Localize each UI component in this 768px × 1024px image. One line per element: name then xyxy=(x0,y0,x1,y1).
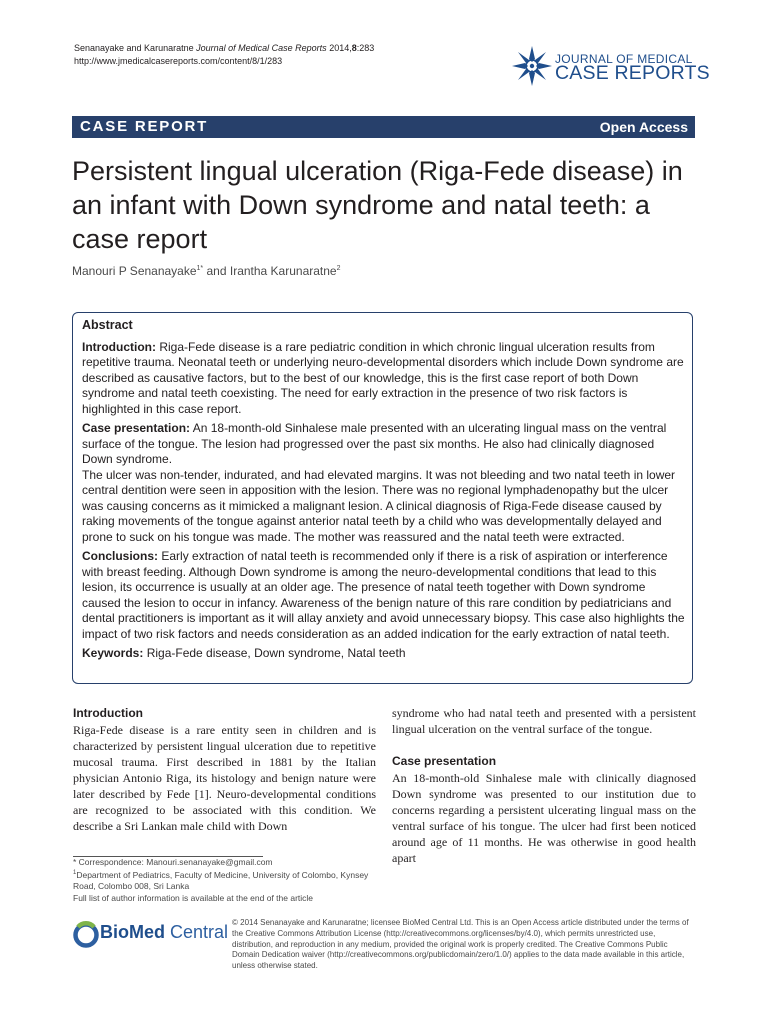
abstract-label: Case presentation: xyxy=(82,421,191,435)
publisher-name-rest: Central xyxy=(165,922,229,942)
abstract-text: Riga-Fede disease, Down syndrome, Natal teeth xyxy=(143,646,406,660)
body-paragraph: syndrome who had natal teeth and presented with a persistent lingual ulceration on the ventral surface of the tongue. xyxy=(392,706,696,736)
abstract-introduction xyxy=(82,340,687,418)
abstract-text: The ulcer was non-tender, indurated, and had elevated margins. It was not bleeding and two natal teeth in lower central dentition were seen in apposition with the lesion. There was no regional lymphadenopathy but the ulcer was causing concerns as it mimicked a malignant lesion. A clinical diagnosis of Riga-Fede disease caused by raking movements of the tongue against anterior natal teeth by a child who was developmentally delayed and prone to suck on his tongue was made. The mother was reassured and the natal teeth were extracted. xyxy=(82,467,676,544)
body-column-left xyxy=(73,705,376,834)
correspondence-email-link[interactable]: * Correspondence: Manouri.senanayake@gmail.com xyxy=(73,857,273,867)
author-info-note: Full list of author information is available at the end of the article xyxy=(73,892,314,903)
author-join: and xyxy=(203,264,230,278)
journal-logo-line1: JOURNAL OF MEDICAL xyxy=(555,52,693,66)
section-heading-case-presentation: Case presentation xyxy=(392,754,497,768)
article-type-label: CASE REPORT xyxy=(80,118,209,135)
open-access-label: Open Access xyxy=(599,119,688,135)
abstract-text: Early extraction of natal teeth is recommended only if there is a risk of aspiration or interference with breast feeding. Although Down syndrome is among the neuro-developmental conditions that lead to this lesion, its occurrence is usually at an older age. The presence of natal teeth together with Down syndrome caused the lesion to occur in infancy. Awareness of the benign nature of this rare condition by pediatricians and dental practitioners is important as it will allay anxiety and avoid unnecessary biopsy. This case also highlights the impact of two risk factors and needs consideration as an added indication for the early extraction of natal teeth. xyxy=(82,549,685,641)
journal-logo-line2: CASE REPORTS xyxy=(555,62,710,84)
citation-line xyxy=(74,42,474,55)
author-name: Irantha Karunaratne xyxy=(229,264,337,278)
citation-authors: Senanayake and Karunaratne xyxy=(74,43,194,53)
running-header-citation xyxy=(74,42,474,68)
section-heading-introduction: Introduction xyxy=(73,706,143,720)
abstract-text: An 18-month-old Sinhalese male presented with an ulcerating lingual mass on the ventral surface of the tongue. The lesion had progressed over the past six months. He also had clinically diagnosed Down syndrome. xyxy=(82,421,667,466)
body-paragraph: An 18-month-old Sinhalese male with clinically diagnosed Down syndrome was presented to our institution due to concerns regarding a persistent ulcerating lingual mass on the ventral surface of his tongue. The ulcer had first been noticed around age of 11 months. He was otherwise in good health apart xyxy=(392,771,696,865)
publisher-name-bold: BioMed xyxy=(100,922,165,942)
footnotes xyxy=(73,857,383,904)
citation-journal: Journal of Medical Case Reports xyxy=(196,43,327,53)
abstract-label: Keywords: xyxy=(82,646,144,660)
author-list xyxy=(72,264,712,278)
author-name: Manouri P Senanayake xyxy=(72,264,197,278)
abstract-label: Introduction: xyxy=(82,339,156,354)
author-affiliation-sup: 2 xyxy=(336,265,341,272)
copyright-notice: © 2014 Senanayake and Karunaratne; licensee BioMed Central Ltd. This is an Open Access article distributed under the terms of the Creative Commons Attribution License (http://creativecommons.org/licenses/by/4.0), which permits unrestricted use, distribution, and reproduction in any medium, provided the original work is properly credited. The Creative Commons Public Domain Dedication waiver (http://creativecommons.org/publicdomain/zero/1.0/) applies to the data made available in this article, unless otherwise stated. xyxy=(232,918,689,971)
citation-year: 2014, xyxy=(329,43,352,53)
author-affiliation-sup: 1* xyxy=(196,265,204,272)
abstract-label: Conclusions: xyxy=(82,549,159,563)
abstract-heading: Abstract xyxy=(82,318,133,332)
article-url-link[interactable]: http://www.jmedicalcasereports.com/content/8/1/283 xyxy=(74,56,283,66)
affiliation-text: Department of Pediatrics, Faculty of Medicine, University of Colombo, Kynsey Road, Colombo 008, Sri Lanka xyxy=(73,870,369,892)
citation-volume: 8 xyxy=(351,43,357,53)
abstract-conclusions xyxy=(82,549,687,642)
body-paragraph: Riga-Fede disease is a rare entity seen in children and is characterized by persistent lingual ulceration due to repetitive mucosal trauma. First described in 1881 by the Italian physician Antonio Riga, its histology and benign nature were later described by Fede [1]. Neuro-developmental conditions are recognized to be associated with this condition. We describe a Sri Lankan male child with Down xyxy=(73,723,376,833)
abstract-case-presentation xyxy=(82,421,687,545)
abstract-content xyxy=(82,318,687,666)
article-title: Persistent lingual ulceration (Riga-Fede disease) in an infant with Down syndrome and natal teeth: a case report xyxy=(72,156,683,254)
citation-page: :283 xyxy=(356,43,375,53)
body-column-right xyxy=(392,705,696,866)
abstract-text: Riga-Fede disease is a rare pediatric condition in which chronic lingual ulceration results from repetitive trauma. Neonatal teeth or underlying neuro-developmental disorders which include Down syndrome are described as causative factors, but to the best of our knowledge, this is the first case report of both Down syndrome and natal teeth coexisting. The need for early extraction in the presence of two risk factors is highlighted in this case report. xyxy=(82,339,684,416)
abstract-keywords xyxy=(82,646,687,662)
affiliation-sup: 1 xyxy=(73,870,77,877)
affiliation-note xyxy=(73,868,383,892)
publisher-name xyxy=(100,922,228,943)
